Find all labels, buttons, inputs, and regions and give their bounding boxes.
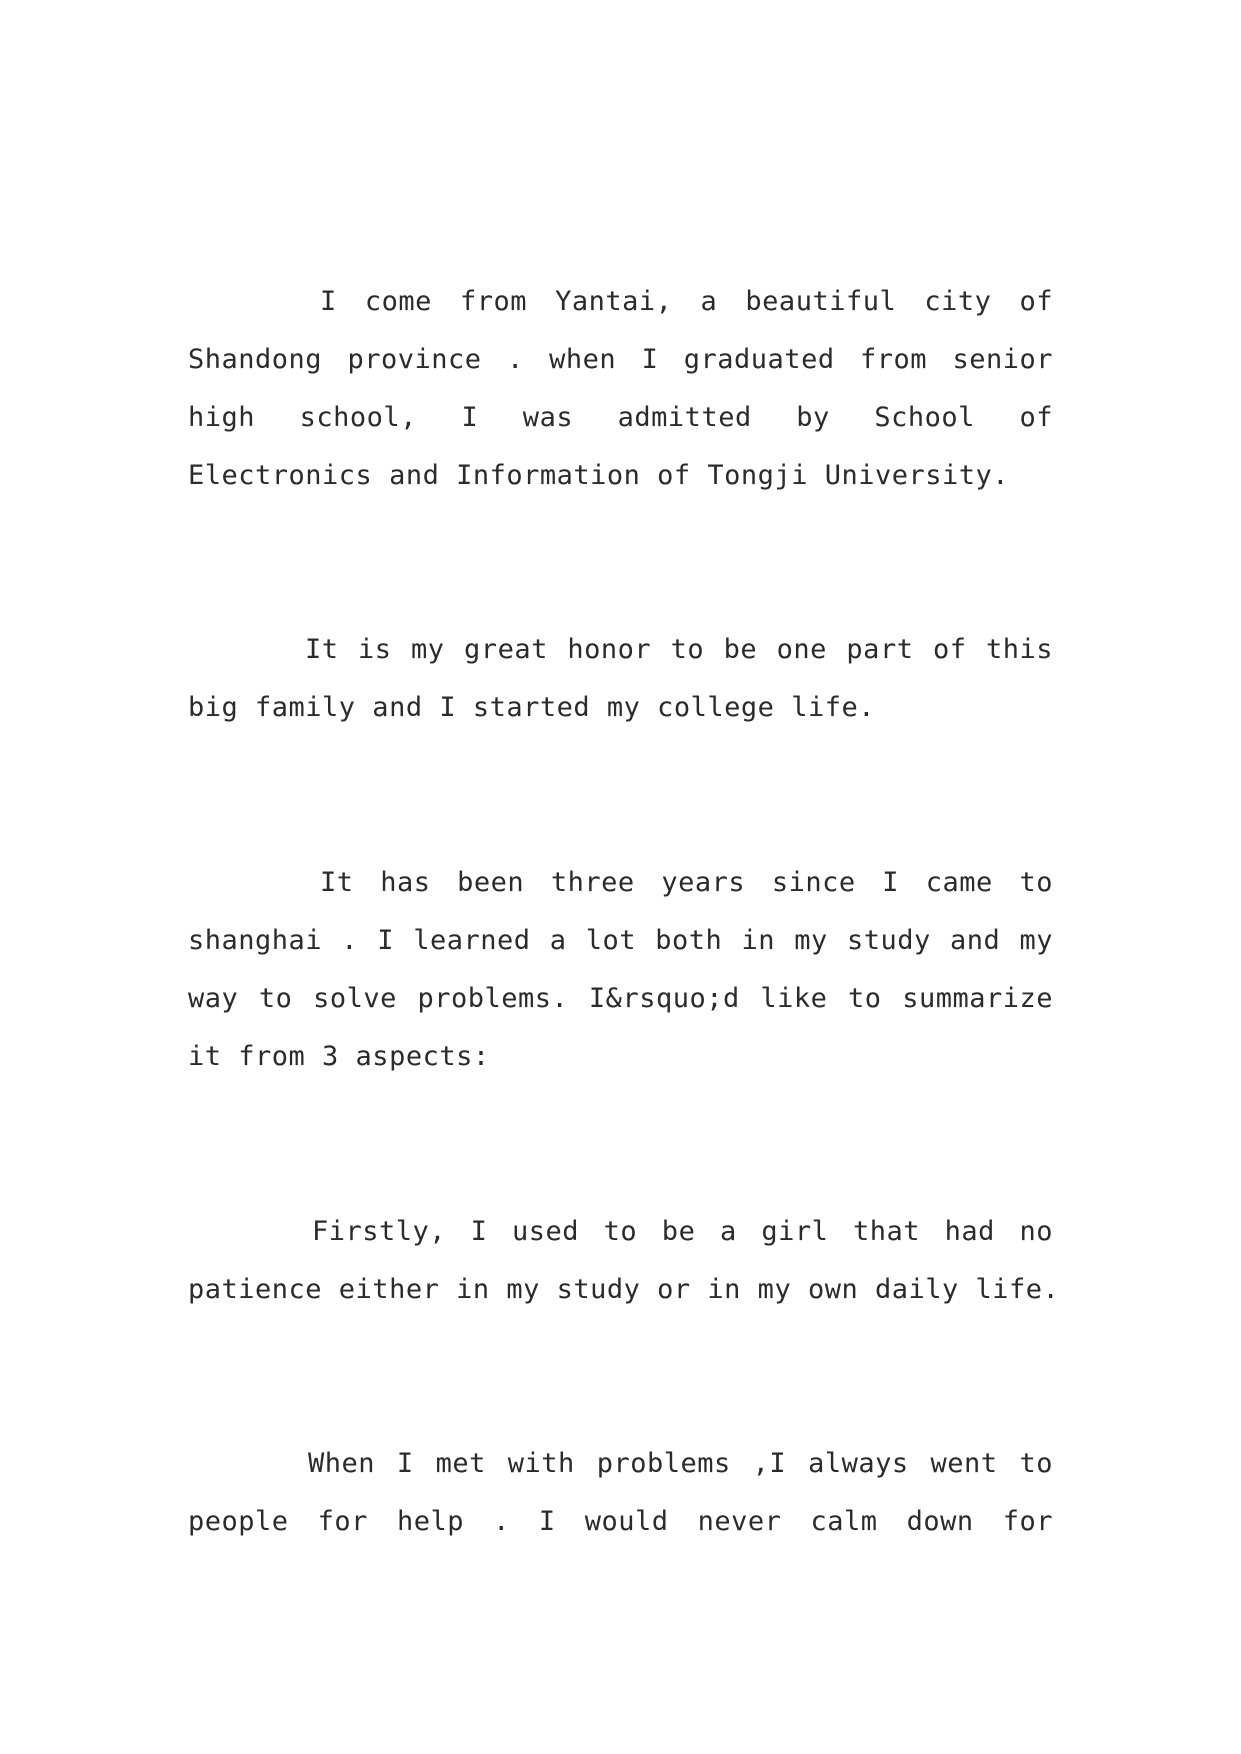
paragraph-line: big family and I started my college life. <box>188 692 875 723</box>
paragraph-line: I come from Yantai, a beautiful city of <box>320 286 1053 317</box>
paragraph-line: high school, I was admitted by School of <box>188 402 1053 433</box>
paragraph-line: patience either in my study or in my own daily life. <box>188 1274 1060 1305</box>
paragraph-line: shanghai . I learned a lot both in my study and my <box>188 925 1053 956</box>
paragraph-line: way to solve problems. I&rsquo;d like to summarize <box>188 983 1053 1014</box>
paragraph-line: people for help . I would never calm down for <box>188 1506 1053 1537</box>
paragraph-line: Electronics and Information of Tongji University. <box>188 460 1010 491</box>
paragraph-line: When I met with problems ,I always went to <box>308 1448 1053 1479</box>
paragraph-line: It has been three years since I came to <box>320 867 1053 898</box>
paragraph-line: it from 3 aspects: <box>188 1041 490 1072</box>
paragraph-line: It is my great honor to be one part of this <box>305 634 1053 665</box>
paragraph-line: Firstly, I used to be a girl that had no <box>312 1216 1053 1247</box>
paragraph-line: Shandong province . when I graduated from senior <box>188 344 1053 375</box>
